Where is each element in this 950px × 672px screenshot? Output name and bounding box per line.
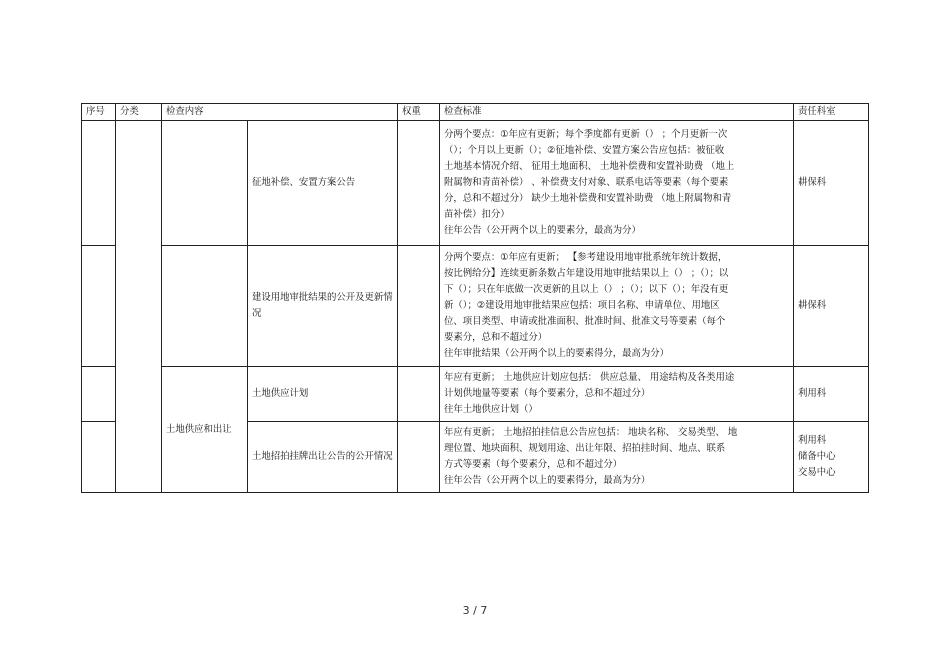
standard-line: 年应有更新； 土地供应计划应包括： 供应总量、 用途结构及各类用途 xyxy=(444,372,735,383)
standard-cell xyxy=(440,422,794,493)
page-number: 3 / 7 xyxy=(462,604,488,617)
header-content: 检查内容 xyxy=(162,104,398,121)
header-category: 分类 xyxy=(116,104,162,121)
dept-name: 利用科 xyxy=(798,435,827,446)
standard-line: （）；个月以上更新（）；②征地补偿、安置方案公告应包括：被征收 xyxy=(444,145,725,156)
table-row xyxy=(82,367,869,422)
table-row xyxy=(82,246,869,367)
header-dept: 责任科室 xyxy=(794,104,869,121)
standard-line: 要素分，总和不超过分） xyxy=(444,332,548,343)
header-standard: 检查标准 xyxy=(440,104,794,121)
sub-item-cell: 土地供应计划 xyxy=(248,367,398,422)
dept-name: 利用科 xyxy=(798,388,827,399)
standard-line: 分两个要点：①年应有更新； 【参考建设用地审批系统年统计数据， xyxy=(444,252,728,263)
standard-line: 附属物和青苗补偿） 、补偿费支付对象、联系电话等要素（每个要素 xyxy=(444,177,729,188)
standard-line: 分，总和不超过分） 缺少土地补偿费和安置补助费 （地上附属物和青 xyxy=(444,193,732,204)
standard-line: 土地基本情况介绍、 征用土地面积、 土地补偿费和安置补助费 （地上 xyxy=(444,161,735,172)
standard-cell xyxy=(440,246,794,367)
dept-name: 耕保科 xyxy=(798,177,827,188)
header-seq: 序号 xyxy=(82,104,116,121)
standard-cell xyxy=(440,367,794,422)
dept-cell xyxy=(794,246,869,367)
standard-line: 新（）；②建设用地审批结果应包括：项目名称、申请单位、用地区 xyxy=(444,300,720,311)
standard-line: 位、项目类型、申请或批准面积、批准时间、批准文号等要素（每个 xyxy=(444,316,726,327)
inspection-table xyxy=(81,103,869,493)
table-header-row xyxy=(82,104,869,121)
standard-line: 按比例给分】连续更新条数占年建设用地审批结果以上（） ；（）；以 xyxy=(444,268,729,279)
table-row xyxy=(82,121,869,246)
dept-cell xyxy=(794,121,869,246)
standard-line: 计划供地量等要素（每个要素分，总和不超过分） xyxy=(444,388,651,399)
sub-item-cell: 土地招拍挂牌出让公告的公开情况 xyxy=(248,422,398,493)
item-cell xyxy=(162,121,248,246)
standard-line: 理位置、地块面积、规划用途、出让年限、招拍挂时间、地点、联系 xyxy=(444,443,726,454)
sub-item-cell: 征地补偿、安置方案公告 xyxy=(248,121,398,246)
dept-cell xyxy=(794,422,869,493)
dept-name: 储备中心 xyxy=(798,451,836,462)
standard-line: 分两个要点：①年应有更新；每个季度都有更新（） ；个月更新一次 xyxy=(444,129,728,140)
standard-line: 方式等要素（每个要素分，总和不超过分） xyxy=(444,459,623,470)
seq-cell xyxy=(82,246,116,367)
seq-cell xyxy=(82,367,116,422)
header-weight: 权重 xyxy=(398,104,440,121)
dept-name: 交易中心 xyxy=(798,467,836,478)
standard-line: 往年公告（公开两个以上的要素分，最高为分） xyxy=(444,225,641,236)
standard-line: 下（）；只在年底做一次更新的且以上（） ；（）；以下（）；年没有更 xyxy=(444,284,729,295)
standard-line: 往年公告（公开两个以上的要素得分，最高为分） xyxy=(444,475,651,486)
dept-name: 耕保科 xyxy=(798,300,827,311)
item-cell xyxy=(162,246,248,367)
item-cell-land-supply: 土地供应和出让 xyxy=(162,367,248,493)
seq-cell xyxy=(82,121,116,246)
weight-cell xyxy=(398,246,440,367)
seq-cell xyxy=(82,422,116,493)
dept-cell xyxy=(794,367,869,422)
standard-line: 年应有更新； 土地招拍挂信息公告应包括： 地块名称、 交易类型、 地 xyxy=(444,427,738,438)
sub-item-cell: 建设用地审批结果的公开及更新情况 xyxy=(248,246,398,367)
standard-line: 苗补偿）扣分） xyxy=(444,209,510,220)
standard-line: 往年审批结果（公开两个以上的要素得分，最高为分） xyxy=(444,348,670,359)
weight-cell xyxy=(398,367,440,422)
weight-cell xyxy=(398,121,440,246)
category-cell xyxy=(116,121,162,493)
weight-cell xyxy=(398,422,440,493)
standard-cell xyxy=(440,121,794,246)
standard-line: 往年土地供应计划（） xyxy=(444,404,538,415)
